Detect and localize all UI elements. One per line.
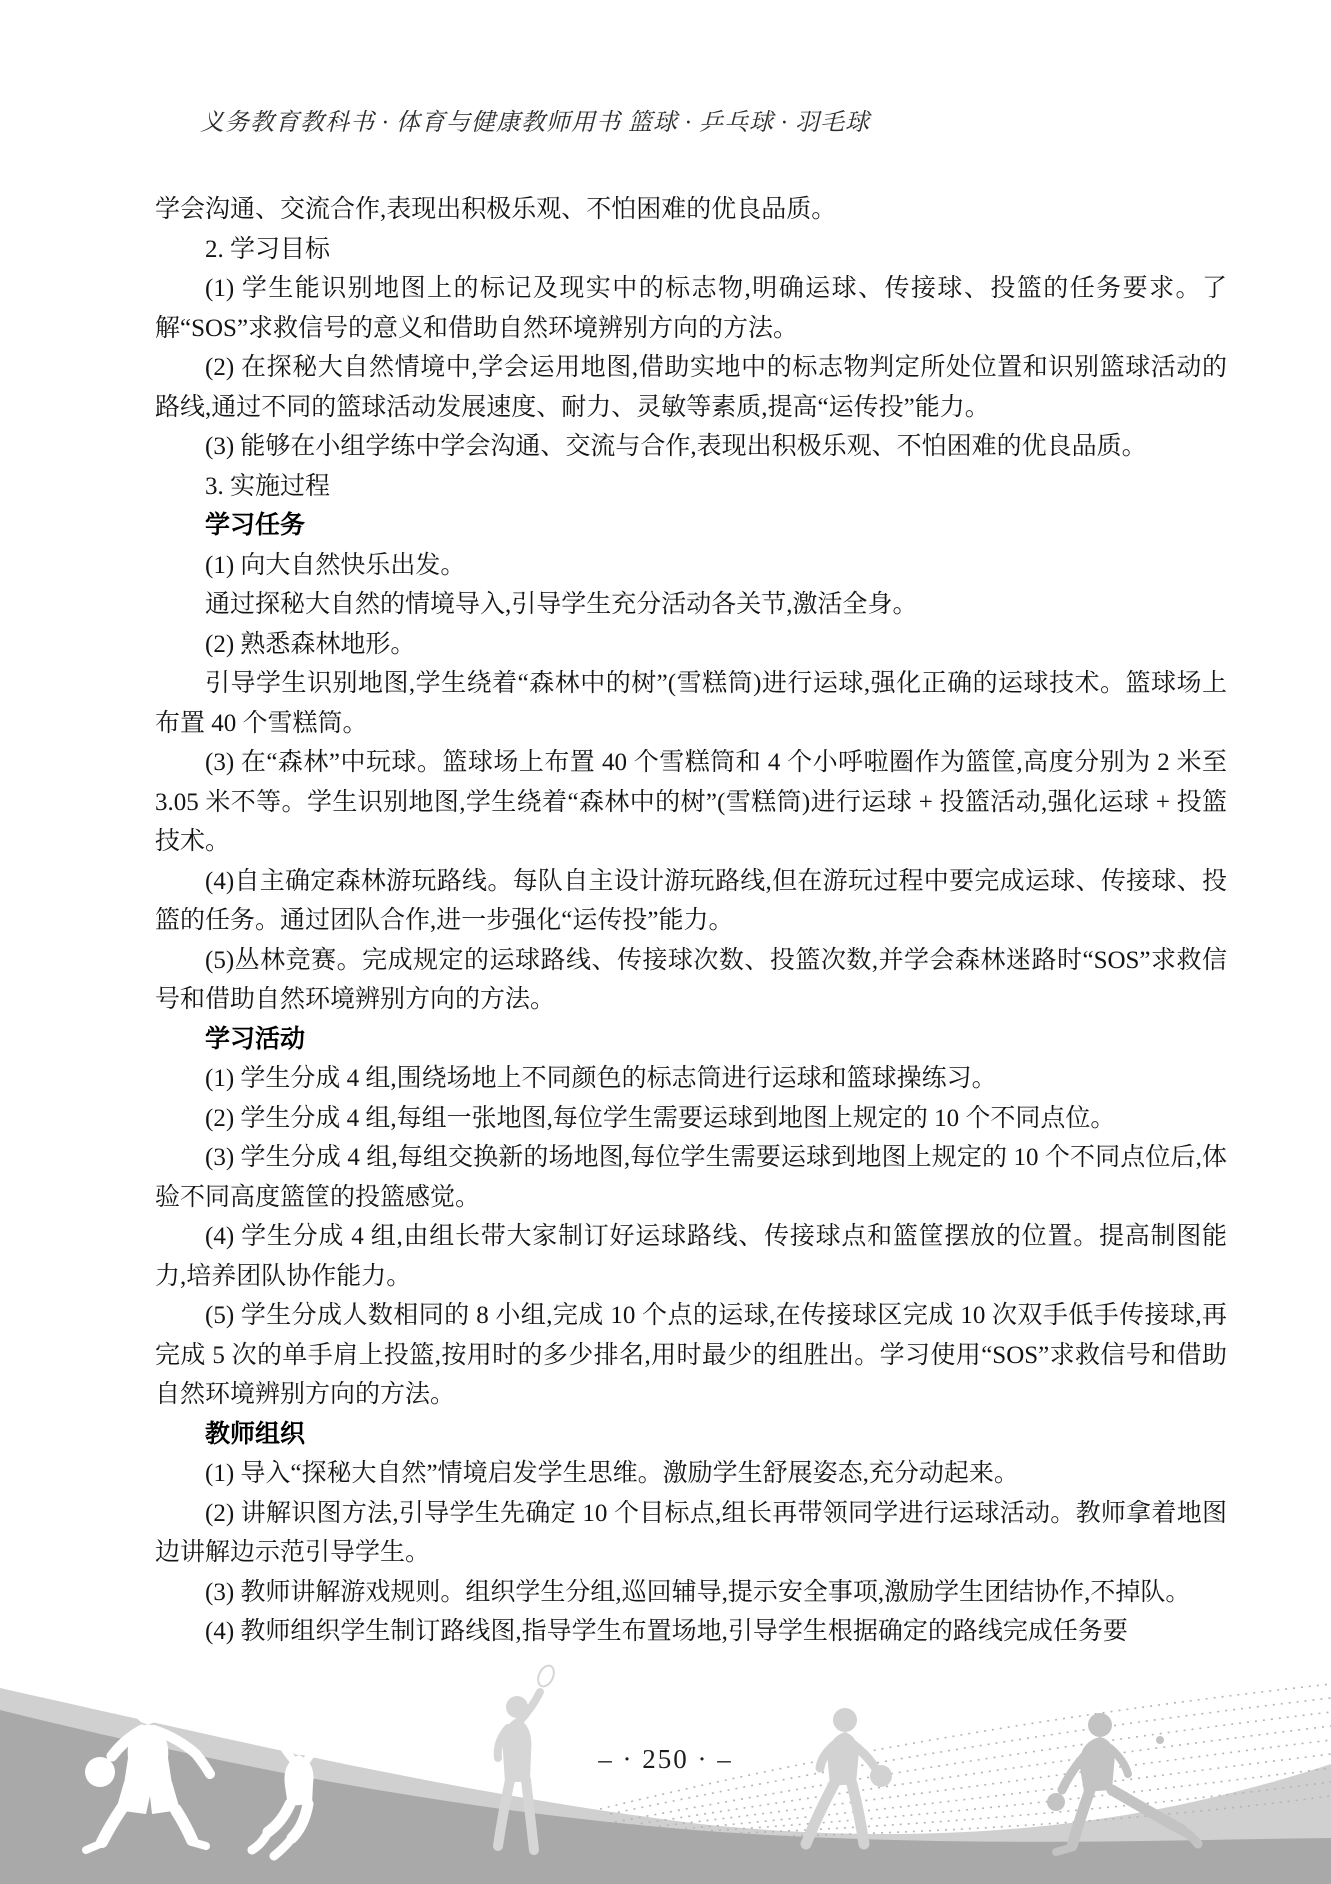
paragraph: (2) 学生分成 4 组,每组一张地图,每位学生需要运球到地图上规定的 10 个不同点位。	[205, 1104, 1116, 1132]
paragraph: 3. 实施过程	[205, 472, 331, 500]
body-text	[155, 190, 1227, 1652]
ping-pong-ball-icon	[1156, 1736, 1164, 1744]
paragraph: (5)丛林竞赛。完成规定的运球路线、传接球次数、投篮次数,并学会森林迷路时“SOS”求救信号和借助自然环境辨别方向的方法。	[155, 946, 1227, 1013]
paddle-icon	[1047, 1793, 1065, 1811]
paragraph: (1) 学生能识别地图上的标记及现实中的标志物,明确运球、传接球、投篮的任务要求。了解“SOS”求救信号的意义和借助自然环境辨别方向的方法。	[155, 275, 1227, 342]
paragraph: (3) 学生分成 4 组,每组交换新的场地图,每位学生需要运球到地图上规定的 10 个不同点位后,体验不同高度篮筐的投篮感觉。	[155, 1144, 1227, 1211]
badminton-racket-icon	[250, 1696, 273, 1724]
paragraph: (4)自主确定森林游玩路线。每队自主设计游玩路线,但在游玩过程中要完成运球、传接球、投篮的任务。通过团队合作,进一步强化“运传投”能力。	[155, 867, 1227, 934]
section-heading: 教师组织	[205, 1419, 306, 1448]
paragraph: (3) 能够在小组学练中学会沟通、交流与合作,表现出积极乐观、不怕困难的优良品质。	[205, 433, 1147, 460]
paragraph: (1) 向大自然快乐出发。	[205, 551, 466, 579]
paragraph: 引导学生识别地图,学生绕着“森林中的树”(雪糕筒)进行运球,强化正确的运球技术。篮球场上布置 40 个雪糕筒。	[155, 670, 1227, 737]
paragraph: (4) 教师组织学生制订路线图,指导学生布置场地,引导学生根据确定的路线完成任务要	[205, 1618, 1128, 1645]
paragraph: (2) 讲解识图方法,引导学生先确定 10 个目标点,组长再带领同学进行运球活动。教师拿着地图边讲解边示范引导学生。	[155, 1499, 1227, 1566]
section-heading: 学习任务	[205, 511, 306, 539]
paragraph: (1) 导入“探秘大自然”情境启发学生思维。激励学生舒展姿态,充分动起来。	[205, 1460, 1019, 1487]
paragraph: 通过探秘大自然的情境导入,引导学生充分活动各关节,激活全身。	[205, 591, 918, 618]
dribbling-player-silhouette	[806, 1708, 892, 1844]
paragraph: (3) 教师讲解游戏规则。组织学生分组,巡回辅导,提示安全事项,激励学生团结协作,不掉队。	[205, 1578, 1191, 1606]
paragraph: 2. 学习目标	[205, 235, 331, 263]
paragraph: 学会沟通、交流合作,表现出积极乐观、不怕困难的优良品质。	[155, 196, 837, 223]
paragraph: (1) 学生分成 4 组,围绕场地上不同颜色的标志筒进行运球和篮球操练习。	[205, 1065, 997, 1092]
page-number: – · 250 · –	[598, 1744, 733, 1774]
racket-icon	[535, 1663, 557, 1689]
paragraph: (4) 学生分成 4 组,由组长带大家制订好运球路线、传接球点和篮筐摆放的位置。提高制图能力,培养团队协作能力。	[155, 1223, 1227, 1290]
section-heading: 学习活动	[205, 1024, 306, 1053]
paragraph: (2) 在探秘大自然情境中,学会运用地图,借助实地中的标志物判定所处位置和识别篮球活动的路线,通过不同的篮球活动发展速度、耐力、灵敏等素质,提高“运传投”能力。	[155, 354, 1227, 421]
paragraph: (5) 学生分成人数相同的 8 小组,完成 10 个点的运球,在传接球区完成 10 次双手低手传接球,再完成 5 次的单手肩上投篮,按用时的多少排名,用时最少的组胜出。学习使用“SOS”求救信号和借助自然环境辨别方向的方法。	[155, 1302, 1227, 1408]
paragraph: (3) 在“森林”中玩球。篮球场上布置 40 个雪糕筒和 4 个小呼啦圈作为篮筐,高度分别为 2 米至 3.05 米不等。学生识别地图,学生绕着“森林中的树”(雪糕筒)进行运球 + 投篮活动,强化运球 + 投篮技术。	[155, 749, 1227, 855]
paragraph: (2) 熟悉森林地形。	[205, 630, 416, 658]
running-header: 义务教育教科书 · 体育与健康教师用书 篮球 · 乒乓球 · 羽毛球	[200, 110, 870, 136]
